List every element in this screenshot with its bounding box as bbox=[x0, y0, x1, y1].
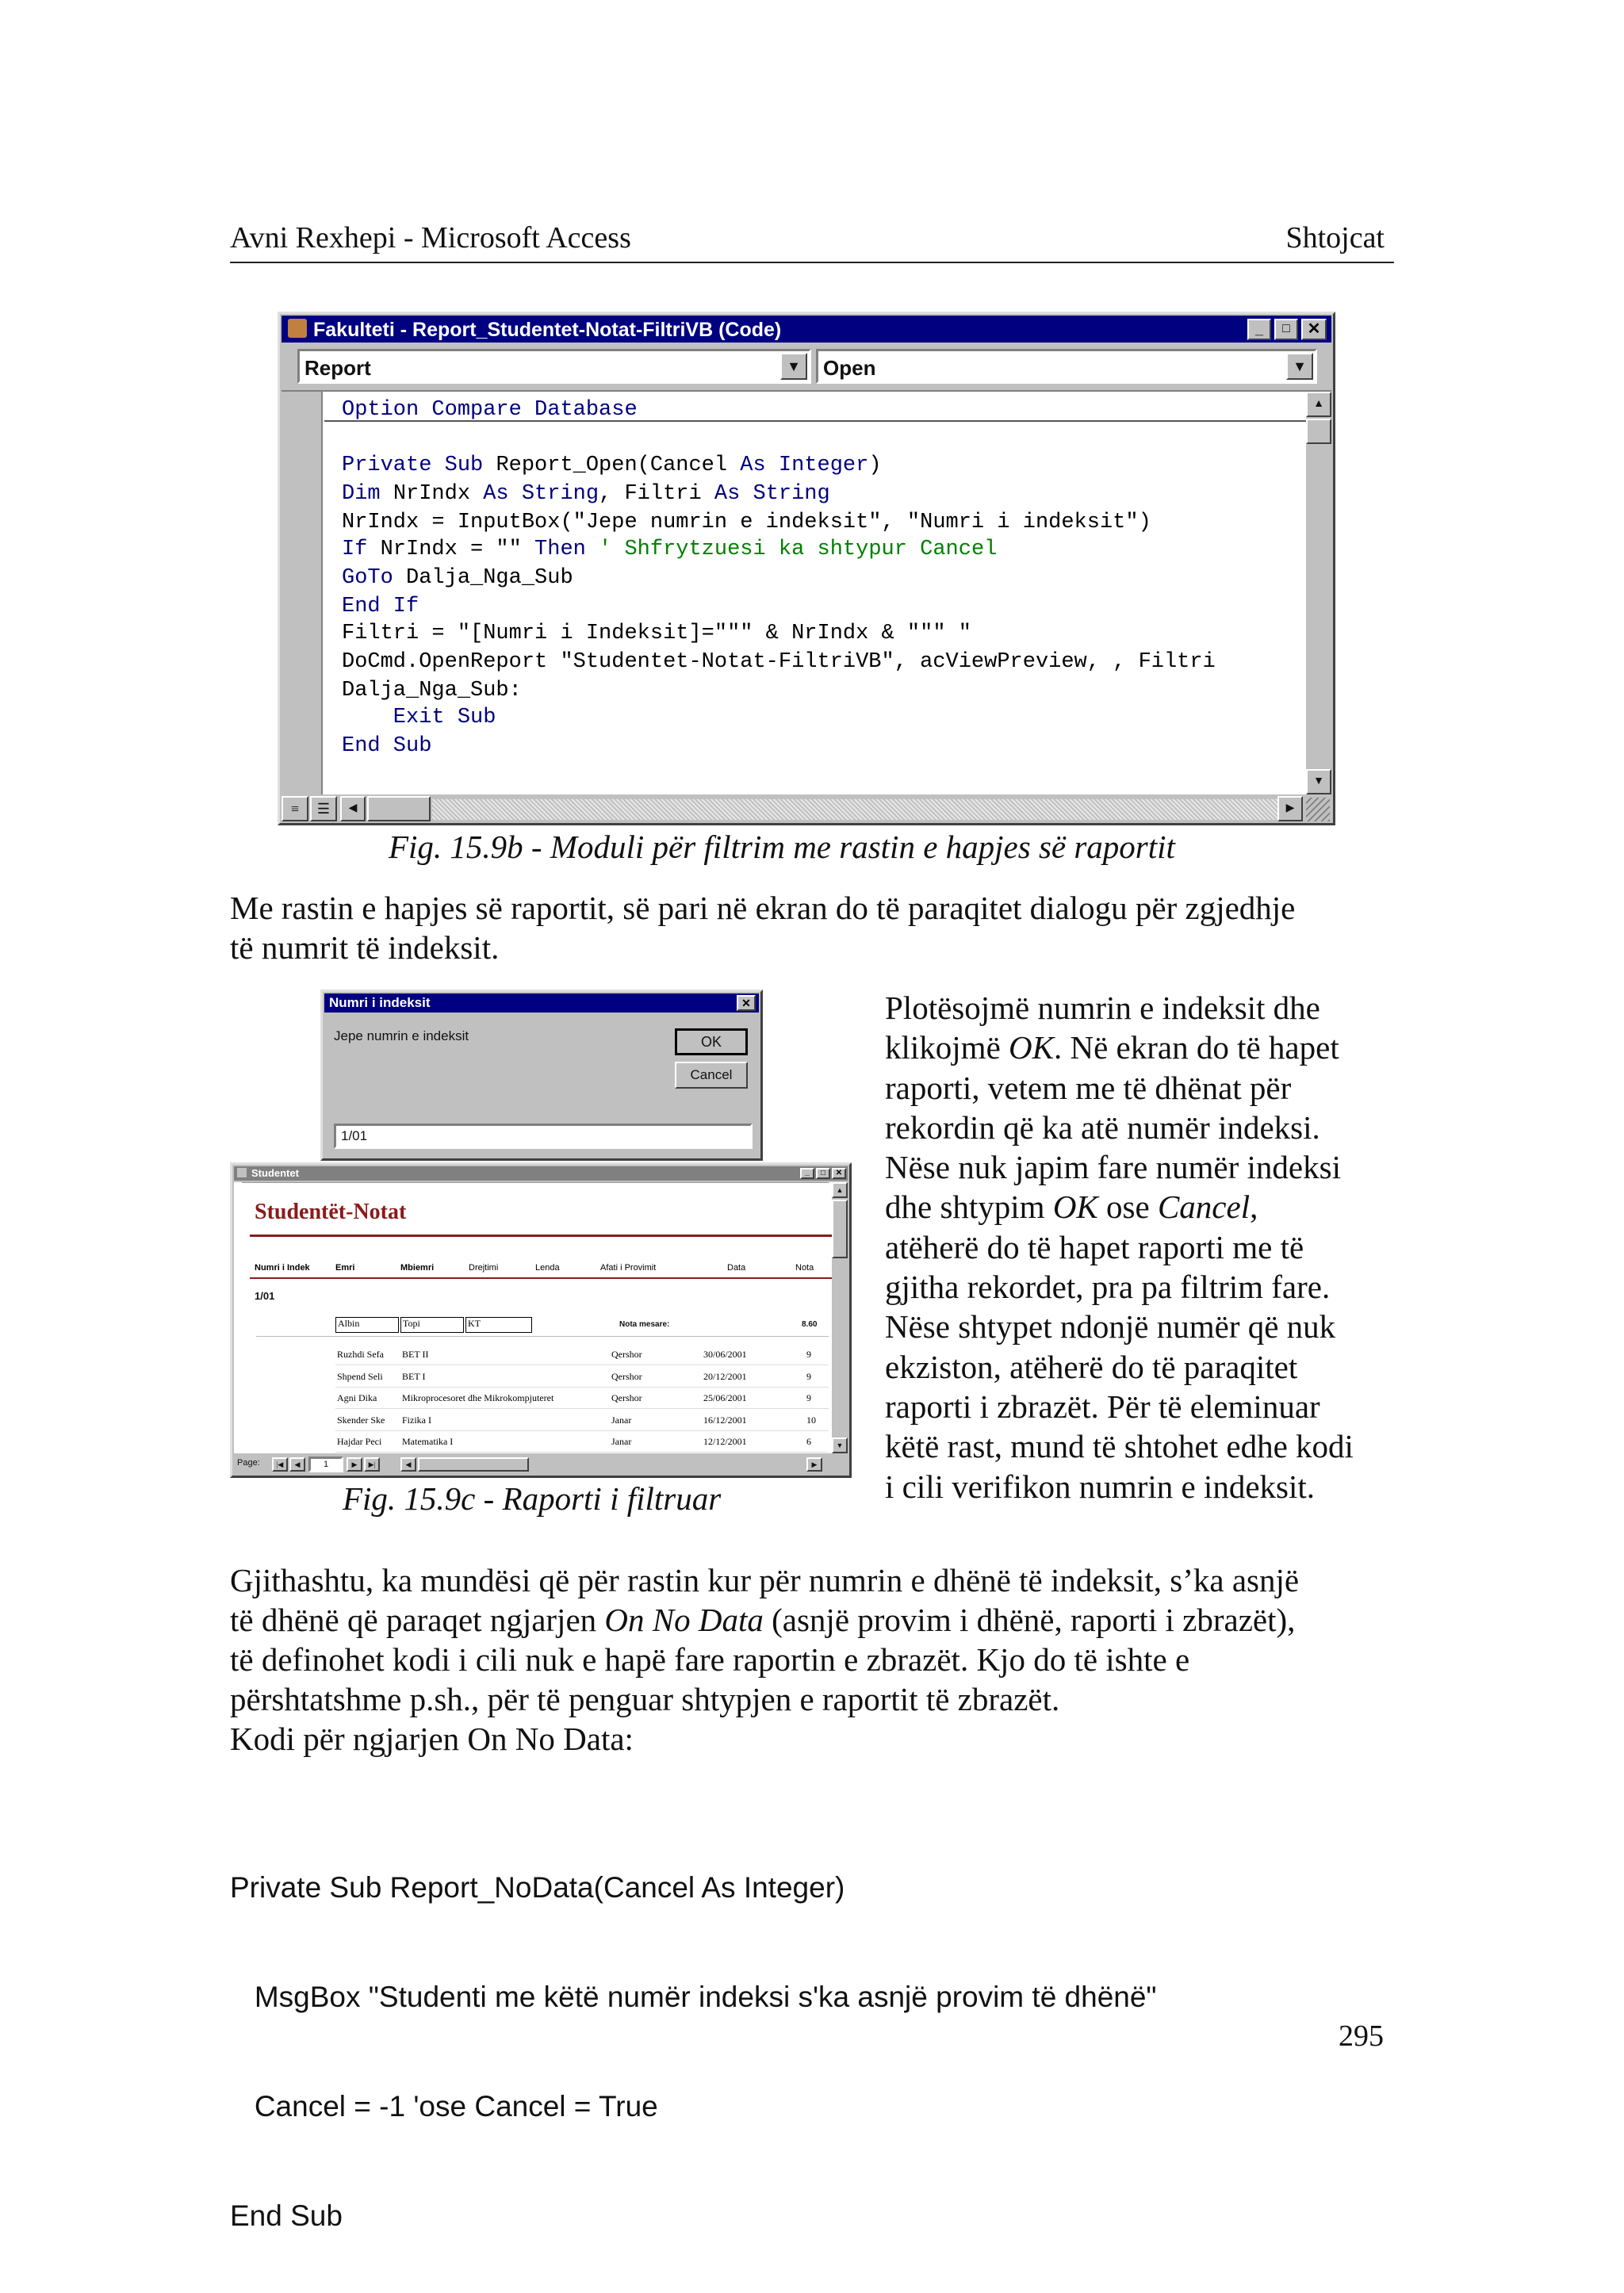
horizontal-scroll-thumb[interactable] bbox=[418, 1457, 529, 1472]
report-cell: 30/06/2001 bbox=[703, 1349, 747, 1360]
report-column-header: Numri i Indek bbox=[255, 1263, 310, 1273]
text-run: On No Data bbox=[604, 1602, 764, 1638]
page-label: Page: bbox=[237, 1458, 260, 1468]
report-top-line bbox=[242, 1182, 829, 1183]
scroll-thumb[interactable] bbox=[1306, 419, 1331, 444]
code-line bbox=[342, 679, 522, 702]
text-line bbox=[885, 1227, 1354, 1267]
report-row-separator bbox=[335, 1387, 829, 1388]
code-line bbox=[342, 398, 638, 422]
maximize-button[interactable]: □ bbox=[1274, 319, 1298, 340]
report-window-icon bbox=[237, 1168, 247, 1177]
scroll-down-icon[interactable]: ▼ bbox=[1306, 769, 1331, 794]
report-cell: Janar bbox=[611, 1414, 632, 1426]
page-number: 295 bbox=[1339, 2019, 1384, 2053]
code-token: Filtri = "[Numri i Indeksit]=""" & NrIndx & """ " bbox=[342, 622, 971, 645]
code-line: End Sub bbox=[230, 2199, 343, 2232]
report-cell: 20/12/2001 bbox=[703, 1370, 747, 1382]
input-dialog-prompt: Jepe numrin e indeksit bbox=[334, 1028, 469, 1043]
code-line bbox=[342, 482, 830, 506]
group-separator bbox=[256, 1336, 829, 1337]
text-line bbox=[230, 1640, 1299, 1679]
text-run: këtë rast, mund të shtohet edhe kodi bbox=[885, 1428, 1354, 1465]
code-line bbox=[342, 538, 997, 561]
code-line bbox=[342, 595, 419, 618]
maximize-button[interactable]: □ bbox=[816, 1168, 830, 1179]
text-run: , bbox=[1250, 1189, 1258, 1226]
vertical-scrollbar[interactable] bbox=[1306, 392, 1331, 794]
figure-caption-b: Fig. 15.9b - Moduli për filtrim me rastin e hapjes së raportit bbox=[389, 829, 1175, 865]
scroll-down-icon[interactable]: ▼ bbox=[832, 1437, 848, 1453]
text-run: raporti, vetem me të dhënat për bbox=[885, 1069, 1292, 1106]
text-run: Gjithashtu, ka mundësi që për rastin kur për numrin e dhënë të indeksit, s’ka asnjë bbox=[230, 1562, 1300, 1598]
running-header-right: Shtojcat bbox=[1285, 221, 1385, 255]
code-token: ) bbox=[868, 454, 882, 477]
code-token: Dalja_Nga_Sub bbox=[406, 566, 573, 590]
running-header-left: Avni Rexhepi - Microsoft Access bbox=[230, 221, 631, 255]
app-icon bbox=[288, 319, 307, 338]
procedure-view-icon[interactable]: ≡ bbox=[282, 796, 308, 821]
text-run: Nëse nuk japim fare numër indeksi bbox=[885, 1149, 1341, 1186]
report-title-rule bbox=[250, 1235, 833, 1237]
code-token: , Filtri bbox=[599, 482, 714, 506]
average-label: Nota mesare: bbox=[619, 1320, 670, 1329]
text-run: (asnjë provim i dhënë, raporti i zbrazët), bbox=[763, 1602, 1296, 1638]
code-token: Private Sub bbox=[342, 454, 496, 477]
chevron-down-icon[interactable]: ▼ bbox=[780, 353, 807, 380]
last-page-icon[interactable]: ▶| bbox=[364, 1457, 380, 1472]
average-value: 8.60 bbox=[802, 1320, 818, 1329]
report-column-header: Data bbox=[727, 1263, 746, 1273]
report-cell: Hajdar Peci bbox=[337, 1436, 382, 1447]
report-cell: 9 bbox=[806, 1392, 811, 1403]
report-cell: 10 bbox=[806, 1414, 816, 1426]
text-line bbox=[885, 1068, 1354, 1108]
report-column-header: Emri bbox=[335, 1263, 355, 1273]
report-cell: Mikroprocesoret dhe Mikrokompjuteret bbox=[402, 1392, 554, 1403]
text-run: Cancel bbox=[1157, 1189, 1251, 1226]
procedure-combo-value: Open bbox=[823, 356, 876, 380]
page-number-input[interactable]: 1 bbox=[308, 1457, 343, 1472]
text-line bbox=[885, 1267, 1354, 1307]
report-row-separator bbox=[335, 1430, 829, 1431]
text-run: Plotësojmë numrin e indeksit dhe bbox=[885, 990, 1320, 1026]
report-cell: BET I bbox=[402, 1370, 426, 1382]
text-run: atëherë do të hapet raporti me të bbox=[885, 1228, 1304, 1265]
text-run: i cili verifikon numrin e indeksit. bbox=[885, 1468, 1316, 1505]
side-paragraph bbox=[885, 988, 1354, 1506]
text-line bbox=[885, 1387, 1354, 1426]
code-token: GoTo bbox=[342, 566, 407, 590]
paragraph-1-line: të numrit të indeksit. bbox=[230, 929, 500, 966]
text-run: ose bbox=[1097, 1189, 1158, 1226]
report-page bbox=[234, 1182, 833, 1453]
close-icon[interactable]: ✕ bbox=[737, 995, 756, 1011]
code-text bbox=[342, 392, 1309, 788]
code-token: Option Compare Database bbox=[342, 398, 638, 422]
report-preview-window bbox=[230, 1162, 852, 1478]
report-cell: Fizika I bbox=[402, 1414, 431, 1426]
report-cell: Shpend Seli bbox=[337, 1370, 383, 1382]
code-token: Dalja_Nga_Sub: bbox=[342, 679, 522, 702]
scroll-thumb[interactable] bbox=[832, 1200, 848, 1258]
report-window-title: Studentet bbox=[251, 1167, 299, 1179]
code-token: Then bbox=[534, 538, 586, 561]
code-line bbox=[342, 650, 1216, 674]
input-dialog-title: Numri i indeksit bbox=[329, 995, 431, 1010]
code-window-titlebar bbox=[282, 316, 1331, 343]
report-cell: 6 bbox=[806, 1436, 811, 1447]
minimize-button[interactable]: _ bbox=[800, 1168, 814, 1179]
report-cell: 25/06/2001 bbox=[703, 1392, 747, 1403]
text-line bbox=[885, 1307, 1354, 1346]
code-token: As Integer bbox=[740, 454, 869, 477]
ok-button[interactable]: OK bbox=[675, 1028, 748, 1055]
report-column-headers bbox=[234, 1261, 833, 1277]
text-run: të dhënë që paraqet ngjarjen bbox=[230, 1602, 605, 1638]
procedure-combo[interactable] bbox=[816, 349, 1317, 384]
text-line bbox=[230, 1719, 1299, 1759]
code-token: As String bbox=[483, 482, 599, 506]
code-token: NrIndx = "" bbox=[380, 538, 535, 561]
code-line bbox=[342, 734, 431, 758]
close-button[interactable]: ✕ bbox=[1301, 319, 1327, 340]
code-token: NrIndx bbox=[393, 482, 484, 506]
paragraph-1 bbox=[230, 888, 1295, 967]
code-line bbox=[342, 511, 1151, 534]
text-run: klikojmë bbox=[885, 1029, 1009, 1066]
code-window-title: Fakulteti - Report_Studentet-Notat-FiltriVB (Code) bbox=[313, 319, 782, 341]
code-token: Dim bbox=[342, 482, 393, 506]
input-dialog-titlebar bbox=[324, 993, 759, 1013]
text-run: OK bbox=[1052, 1189, 1098, 1226]
code-token: Exit Sub bbox=[342, 706, 496, 729]
paragraph-1-line: Me rastin e hapjes së raportit, së pari në ekran do të paraqitet dialogu për zgjedhje bbox=[230, 890, 1296, 926]
code-token: DoCmd.OpenReport "Studentet-Notat-FiltriVB", acViewPreview, , Filtri bbox=[342, 650, 1216, 674]
group-department: KT bbox=[465, 1317, 532, 1333]
code-line: Private Sub Report_NoData(Cancel As Integer) bbox=[230, 1871, 845, 1904]
text-run: rekordin që ka atë numër indeksi. bbox=[885, 1108, 1320, 1146]
code-token: Report_Open(Cancel bbox=[496, 454, 741, 477]
report-cell: 9 bbox=[806, 1370, 811, 1382]
report-column-header: Lenda bbox=[535, 1263, 560, 1273]
report-cell: Qershor bbox=[611, 1392, 642, 1403]
full-module-view-icon[interactable]: ☰ bbox=[310, 796, 337, 821]
text-line bbox=[885, 1028, 1354, 1067]
report-navigation-bar bbox=[234, 1455, 849, 1474]
report-cell: Janar bbox=[611, 1436, 632, 1447]
previous-page-icon[interactable]: ◀ bbox=[289, 1457, 305, 1472]
text-run: . Në ekran do të hapet bbox=[1053, 1029, 1339, 1066]
report-cell: 16/12/2001 bbox=[703, 1414, 747, 1426]
report-column-header: Drejtimi bbox=[469, 1263, 499, 1273]
object-combo-value: Report bbox=[304, 356, 371, 380]
report-row-separator bbox=[335, 1408, 829, 1409]
text-line bbox=[230, 1600, 1299, 1640]
report-cell: BET II bbox=[402, 1349, 429, 1360]
report-cell: Matematika I bbox=[402, 1436, 454, 1447]
report-cell: Skender Ske bbox=[337, 1414, 385, 1426]
code-bottom-bar bbox=[282, 794, 1331, 823]
text-run: dhe shtypim bbox=[885, 1189, 1053, 1226]
text-line bbox=[885, 988, 1354, 1028]
report-row-separator bbox=[335, 1452, 829, 1453]
report-cell: 9 bbox=[806, 1349, 811, 1360]
header-rule bbox=[230, 262, 1394, 263]
text-line bbox=[885, 1467, 1354, 1506]
margin-indicator-bar bbox=[282, 392, 323, 794]
scroll-right-icon[interactable]: ▶ bbox=[1277, 796, 1303, 821]
text-run: Kodi për ngjarjen On No Data: bbox=[230, 1721, 634, 1757]
report-vertical-scrollbar[interactable] bbox=[832, 1182, 848, 1453]
horizontal-scroll-thumb[interactable] bbox=[367, 796, 431, 821]
code-token: NrIndx = InputBox("Jepe numrin e indeksit", "Numri i indeksit") bbox=[342, 511, 1151, 534]
report-cell: Qershor bbox=[611, 1370, 642, 1382]
paragraph-2 bbox=[230, 1560, 1299, 1759]
report-title: Studentët-Notat bbox=[255, 1200, 407, 1224]
text-run: ekziston, atëherë do të paraqitet bbox=[885, 1348, 1298, 1385]
scroll-right-icon[interactable]: ▶ bbox=[806, 1457, 822, 1472]
code-line bbox=[342, 622, 971, 645]
report-rows bbox=[234, 1349, 833, 1452]
object-combo[interactable] bbox=[297, 349, 811, 384]
report-cell: Ruzhdi Sefa bbox=[337, 1349, 384, 1360]
report-cell: 12/12/2001 bbox=[703, 1436, 747, 1447]
group-first-name: Albin bbox=[335, 1317, 399, 1333]
code-token: If bbox=[342, 538, 381, 561]
code-token: ' Shfrytzuesi ka shtypur Cancel bbox=[585, 538, 998, 561]
report-cell: Qershor bbox=[611, 1349, 642, 1360]
next-page-icon[interactable]: ▶ bbox=[347, 1457, 362, 1472]
code-token: As String bbox=[714, 482, 830, 506]
horizontal-scroll-track[interactable] bbox=[432, 799, 1297, 820]
index-input[interactable]: 1/01 bbox=[334, 1124, 753, 1149]
code-line bbox=[342, 706, 496, 729]
scroll-up-icon[interactable]: ▲ bbox=[1306, 392, 1331, 417]
text-run: Nëse shtypet ndonjë numër që nuk bbox=[885, 1308, 1336, 1346]
code-line: Cancel = -1 'ose Cancel = True bbox=[230, 2090, 658, 2123]
text-line bbox=[885, 1108, 1354, 1147]
resize-grip-icon[interactable] bbox=[1306, 798, 1330, 821]
report-column-header: Nota bbox=[795, 1263, 814, 1273]
input-dialog bbox=[320, 990, 763, 1161]
code-editor[interactable] bbox=[282, 390, 1331, 794]
report-header-rule bbox=[250, 1277, 833, 1279]
text-run: gjitha rekordet, pra pa filtrim fare. bbox=[885, 1269, 1331, 1306]
text-line bbox=[885, 1426, 1354, 1466]
text-run: të definohet kodi i cili nuk e hapë fare raportin e zbrazët. Kjo do të ishte e bbox=[230, 1641, 1190, 1678]
group-index: 1/01 bbox=[255, 1290, 275, 1302]
text-line bbox=[885, 1347, 1354, 1387]
figure-caption-c: Fig. 15.9c - Raporti i filtruar bbox=[343, 1480, 722, 1517]
first-page-icon[interactable]: |◀ bbox=[272, 1457, 288, 1472]
group-last-name: Topi bbox=[400, 1317, 464, 1333]
report-column-header: Afati i Provimit bbox=[600, 1263, 657, 1273]
scroll-up-icon[interactable]: ▲ bbox=[832, 1182, 848, 1198]
report-titlebar bbox=[234, 1166, 848, 1181]
code-token: End Sub bbox=[342, 734, 432, 758]
text-line bbox=[885, 1147, 1354, 1187]
code-window bbox=[278, 312, 1335, 825]
code-line bbox=[342, 454, 882, 477]
chevron-down-icon[interactable]: ▼ bbox=[1286, 353, 1313, 380]
report-column-header: Mbiemri bbox=[400, 1263, 435, 1273]
text-line bbox=[230, 1560, 1299, 1600]
code-token: End If bbox=[342, 595, 419, 618]
scroll-left-icon[interactable]: ◀ bbox=[340, 796, 366, 821]
text-run: OK bbox=[1009, 1029, 1054, 1066]
cancel-button[interactable]: Cancel bbox=[675, 1062, 748, 1089]
nodata-code-block bbox=[230, 1797, 1157, 2271]
text-run: përshtatshme p.sh., për të penguar shtypjen e raportit të zbrazët. bbox=[230, 1681, 1060, 1717]
code-line bbox=[342, 566, 573, 590]
text-line bbox=[230, 1679, 1299, 1719]
close-button[interactable]: ✕ bbox=[832, 1168, 846, 1179]
text-run: raporti i zbrazët. Për të eleminuar bbox=[885, 1388, 1320, 1425]
text-line bbox=[885, 1187, 1354, 1227]
report-cell: Agni Dika bbox=[337, 1392, 377, 1403]
scroll-left-icon[interactable]: ◀ bbox=[400, 1457, 416, 1472]
minimize-button[interactable]: _ bbox=[1247, 319, 1271, 340]
code-line: MsgBox "Studenti me këtë numër indeksi s'ka asnjë provim të dhënë" bbox=[230, 1981, 1157, 2013]
